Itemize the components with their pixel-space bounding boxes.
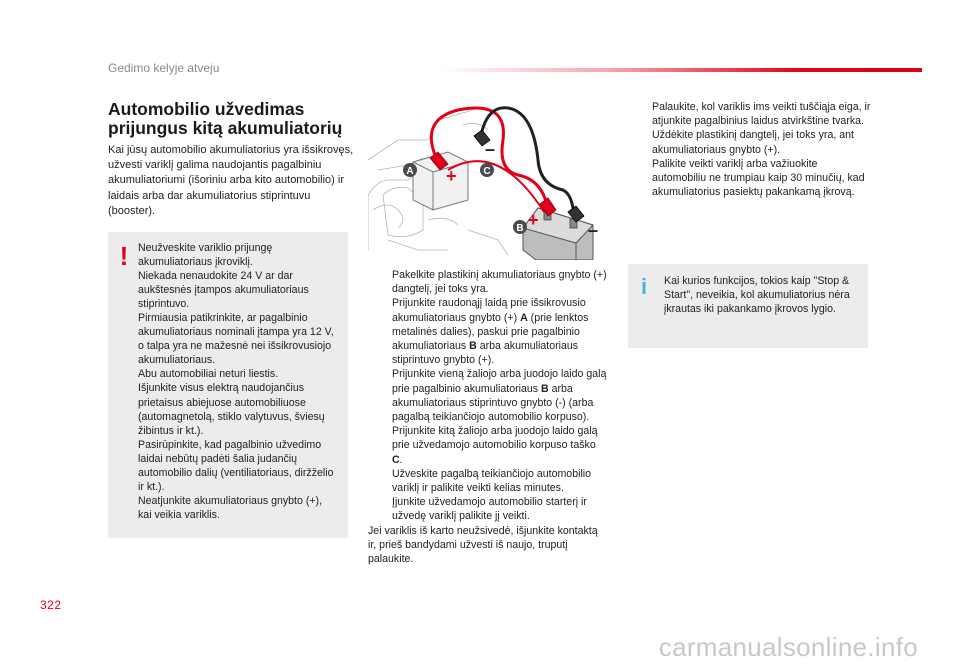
step-ref-b: B	[469, 340, 477, 353]
info-icon: i	[640, 274, 648, 299]
info-box	[628, 264, 868, 348]
step-item	[368, 367, 608, 424]
step-item	[628, 100, 873, 128]
step-item	[368, 424, 608, 467]
step-text: Palaukite, kol variklis ims veikti tuščiąja eiga, ir atjunkite pagalbinius laidus atvirkštine tvarka.	[652, 101, 871, 128]
page-number: 322	[40, 598, 62, 612]
label-a	[403, 163, 417, 177]
step-text: (prie lenktos metalinės dalies), paskui prie pagalbinio akumuliatoriaus	[392, 311, 589, 353]
intro-paragraph: Kai jūsų automobilio akumuliatorius yra išsikrovęs, užvesti variklį galima naudojantis pagalbiniu akumuliatoriumi (išoriniu arba kito automobilio) ir laidais arba dar akumuliatorius stiprintuvu (booster).	[108, 144, 354, 217]
step-text: Užveskite pagalbą teikiančiojo automobilio variklį ir palikite veikti kelias minutes.	[392, 467, 592, 495]
closing-paragraph: Jei variklis iš karto neužsivedė, išjunkite kontaktą ir, prieš bandydami užvesti iš naujo, truputį palaukite.	[368, 524, 598, 566]
label-b	[513, 220, 527, 234]
step-text: Prijunkite raudonąjį laidą prie išsikrovusio akumuliatoriaus gnybto (+)	[392, 297, 586, 324]
warning-line: Pasirūpinkite, kad pagalbinio užvedimo laidai nebūtų padėti šalia judančių automobilio dalių (ventiliatoriaus, diržželio ir kt.).	[138, 438, 334, 493]
warning-line: Neatjunkite akumuliatoriaus gnybto (+), kai veikia variklis.	[138, 494, 323, 521]
minus-sign-booster: –	[588, 220, 599, 240]
step-text: Uždėkite plastikinį dangtelį, jei toks yra, ant akumuliatoriaus gnybto (+).	[652, 129, 854, 156]
section-title-line1: Automobilio užvedimas	[108, 99, 305, 119]
label-c	[480, 163, 494, 177]
step-text: arba akumuliatoriaus stiprintuvo gnybto (+).	[392, 340, 579, 367]
info-text: Kai kurios funkcijos, tokios kaip "Stop & Start", neveikia, kol akumuliatorius nėra įkrautas iki pakankamo įkrovos lygio.	[664, 275, 850, 316]
warning-box	[108, 232, 348, 538]
step-item	[368, 495, 608, 523]
step-ref-a: A	[520, 311, 528, 324]
header-title: Gedimo kelyje atveju	[108, 61, 220, 75]
warning-line: Abu automobiliai neturi liestis.	[138, 368, 279, 381]
step-text: Įjunkite užvedamojo automobilio starterį ir užvedę variklį palikite jį veikti.	[392, 496, 587, 523]
warning-line: Neužveskite variklio prijungę akumuliatoriaus įkroviklį.	[138, 242, 273, 269]
warning-text	[138, 241, 338, 522]
warning-icon: !	[119, 241, 129, 271]
step-item	[628, 128, 873, 156]
label-a-text: A	[406, 166, 414, 177]
procedure-steps	[368, 268, 608, 566]
step-item	[628, 157, 873, 200]
jump-start-diagram	[368, 100, 605, 260]
black-cable	[480, 108, 574, 218]
step-item	[368, 268, 608, 296]
step-text: .	[399, 453, 403, 466]
plus-sign-booster: +	[528, 210, 539, 230]
step-text: arba akumuliatoriaus stiprintuvo gnybto (-) (arba pagalbą teikiančiojo automobilio korpuso).	[392, 382, 594, 424]
section-title	[108, 100, 368, 138]
step-text: Prijunkite vieną žaliojo arba juodojo laido galą prie pagalbinio akumuliatoriaus	[392, 368, 607, 395]
label-b-text: B	[516, 223, 524, 234]
step-item	[368, 467, 608, 495]
step-ref-c: C	[392, 453, 400, 466]
right-procedure-steps	[628, 100, 873, 199]
section-title-line2: prijungus kitą akumuliatorių	[108, 118, 343, 138]
step-ref-b: B	[541, 382, 549, 395]
step-text: Prijunkite kitą žaliojo arba juodojo laido galą prie užvedamojo automobilio korpuso taško	[392, 425, 598, 452]
label-c-text: C	[483, 166, 491, 177]
step-item	[368, 296, 608, 367]
watermark: carmanualsonline.info	[658, 632, 918, 662]
step-text: Pakelkite plastikinį akumuliatoriaus gnybto (+) dangtelį, jei toks yra.	[392, 269, 607, 296]
warning-line: Niekada nenaudokite 24 V ar dar aukštesnės įtampos akumuliatoriaus stiprintuvo.	[138, 270, 309, 311]
plus-sign-discharged: +	[446, 166, 457, 186]
step-text: Palikite veikti variklį arba važiuokite automobiliu ne trumpiau kaip 30 minučių, kad akumuliatorius pasiektų pakankamą įkrovą.	[652, 157, 865, 199]
warning-line: Išjunkite visus elektrą naudojančius prietaisus abiejuose automobiliuose (automagnetolą, stiklo valytuvus, šviesų žibintus ir kt.).	[138, 382, 325, 437]
header-accent-bar	[440, 68, 922, 72]
minus-sign-discharged: –	[485, 139, 496, 159]
warning-line: Pirmiausia patikrinkite, ar pagalbinio akumuliatoriaus nominali įtampa yra 12 V, o talpa yra ne mažesnė nei išsikrovusiojo akumuliatoriaus.	[138, 312, 334, 367]
